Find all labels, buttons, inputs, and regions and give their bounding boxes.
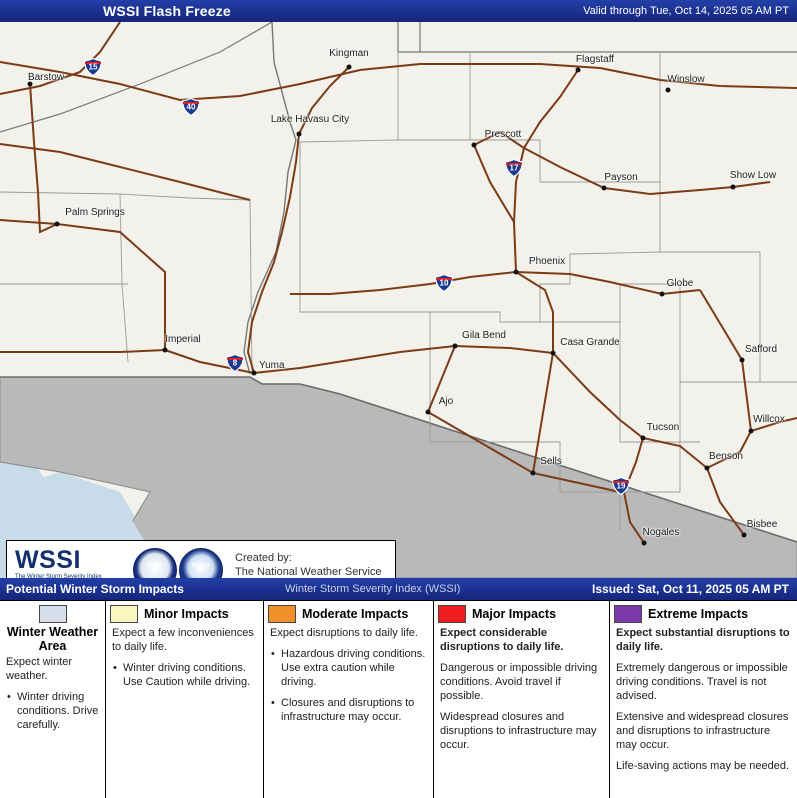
city-label-show-low: Show Low xyxy=(729,170,777,181)
city-dot xyxy=(347,65,352,70)
city-label-ajo: Ajo xyxy=(438,396,454,407)
city-dot xyxy=(749,429,754,434)
legend-title-minor-impacts: Minor Impacts xyxy=(144,607,229,621)
interstate-shield-icon: 40 xyxy=(182,98,201,117)
city-label-winslow: Winslow xyxy=(667,74,705,85)
wssi-wordmark: WSSI xyxy=(15,546,81,574)
interstate-shield-icon: 19 xyxy=(612,477,631,496)
legend-text: Life-saving actions may be needed. xyxy=(616,760,790,772)
city-label-casa-grande: Casa Grande xyxy=(560,337,620,348)
interstate-shield-icon: 17 xyxy=(505,159,524,178)
legend-bullet: • Hazardous driving conditions. Use extra caution while driving. xyxy=(281,647,427,689)
legend-column-moderate-impacts xyxy=(264,601,434,798)
legend-text: Expect substantial disruptions to daily life. xyxy=(616,627,790,653)
interstate-shield-icon: 15 xyxy=(84,58,103,77)
city-label-barstow: Barstow xyxy=(27,72,65,83)
legend-swatch-minor-impacts xyxy=(110,605,138,623)
legend-swatch-extreme-impacts xyxy=(614,605,642,623)
interstate-shield-icon: 8 xyxy=(226,354,245,373)
interstate-shield-icon: 10 xyxy=(435,274,454,293)
impacts-bar-subtitle: Winter Storm Severity Index (WSSI) xyxy=(285,583,461,595)
issued-text: Issued: Sat, Oct 11, 2025 05 AM PT xyxy=(592,582,789,596)
legend-text: Extremely dangerous or impossible driving conditions. Travel is not advised. xyxy=(616,662,788,702)
legend-text: Expect disruptions to daily life. xyxy=(270,627,418,639)
city-dot xyxy=(551,351,556,356)
city-dot xyxy=(472,143,477,148)
valid-through-text: Valid through Tue, Oct 14, 2025 05 AM PT xyxy=(583,5,789,17)
legend-column-minor-impacts xyxy=(106,601,264,798)
impacts-bar xyxy=(0,578,797,600)
title-bar xyxy=(0,0,797,22)
city-dot xyxy=(531,471,536,476)
legend-swatch-moderate-impacts xyxy=(268,605,296,623)
legend-title-moderate-impacts: Moderate Impacts xyxy=(302,607,409,621)
city-dot xyxy=(514,270,519,275)
wssi-logo-panel xyxy=(6,540,396,578)
city-dot xyxy=(426,410,431,415)
legend-text: Expect winter weather. xyxy=(6,656,73,682)
wssi-tagline: The Winter Storm Severity Index xyxy=(15,574,102,578)
city-label-sells: Sells xyxy=(540,456,562,467)
city-dot xyxy=(453,344,458,349)
legend-text: Expect a few inconveniences to daily life. xyxy=(112,627,254,653)
city-dot xyxy=(731,185,736,190)
map-vector-layer xyxy=(0,22,797,578)
legend-column-major-impacts xyxy=(434,601,610,798)
legend-swatch-major-impacts xyxy=(438,605,466,623)
city-label-kingman: Kingman xyxy=(329,48,369,59)
legend-title-major-impacts: Major Impacts xyxy=(472,607,557,621)
city-dot xyxy=(740,358,745,363)
legend-title-winter-weather-area: Winter Weather Area xyxy=(6,625,99,653)
wssi-logo xyxy=(15,547,127,578)
legend-text: Widespread closures and disruptions to infrastructure may occur. xyxy=(440,711,597,751)
city-label-willcox: Willcox xyxy=(753,414,785,425)
map-canvas[interactable] xyxy=(0,22,797,578)
legend-bullet: • Closures and disruptions to infrastructure may occur. xyxy=(281,696,427,724)
nws-seal-label: NWS xyxy=(147,563,163,569)
nws-seal-icon xyxy=(133,548,177,578)
city-dot xyxy=(602,186,607,191)
city-label-yuma: Yuma xyxy=(259,360,285,371)
legend-text: Dangerous or impossible driving conditions. Avoid travel if possible. xyxy=(440,662,598,702)
city-label-nogales: Nogales xyxy=(642,527,680,538)
city-label-bisbee: Bisbee xyxy=(746,519,778,530)
legend-column-extreme-impacts xyxy=(610,601,797,798)
city-label-lake-havasu-city: Lake Havasu City xyxy=(270,114,350,125)
city-dot xyxy=(297,132,302,137)
created-by-line-2: The National Weather Service xyxy=(235,566,382,578)
noaa-seal-icon xyxy=(179,548,223,578)
city-dot xyxy=(576,68,581,73)
city-dot xyxy=(641,436,646,441)
legend-bullet: • Winter driving conditions. Use Caution while driving. xyxy=(123,661,257,689)
city-dot xyxy=(163,348,168,353)
city-dot xyxy=(705,466,710,471)
city-label-tucson: Tucson xyxy=(646,422,680,433)
noaa-seal-label: NOAA xyxy=(191,563,211,569)
legend-swatch-winter-weather-area xyxy=(39,605,67,623)
legend-bullet: • Winter driving conditions. Drive carefully. xyxy=(17,690,99,732)
created-by-line-1: Created by: xyxy=(235,552,292,564)
legend-title-extreme-impacts: Extreme Impacts xyxy=(648,607,749,621)
city-dot xyxy=(252,371,257,376)
city-dot xyxy=(660,292,665,297)
city-label-gila-bend: Gila Bend xyxy=(462,330,506,341)
city-label-prescott: Prescott xyxy=(484,129,522,140)
city-label-benson: Benson xyxy=(709,451,743,462)
impacts-bar-title: Potential Winter Storm Impacts xyxy=(6,582,184,596)
page-title: WSSI Flash Freeze xyxy=(103,3,231,19)
legend-column-winter-weather-area xyxy=(0,601,106,798)
city-dot xyxy=(642,541,647,546)
city-label-safford: Safford xyxy=(744,344,778,355)
city-label-globe: Globe xyxy=(666,278,694,289)
city-label-payson: Payson xyxy=(604,172,638,183)
legend-text: Extensive and widespread closures and disruptions to infrastructure may occur. xyxy=(616,711,789,751)
legend xyxy=(0,600,797,798)
city-label-palm-springs: Palm Springs xyxy=(65,207,125,218)
legend-text: Expect considerable disruptions to daily life. xyxy=(440,627,564,653)
city-label-imperial: Imperial xyxy=(165,334,201,345)
created-by-block xyxy=(235,551,382,578)
city-label-flagstaff: Flagstaff xyxy=(575,54,615,65)
city-label-phoenix: Phoenix xyxy=(528,256,566,267)
city-dot xyxy=(55,222,60,227)
city-dot xyxy=(742,533,747,538)
city-dot xyxy=(666,88,671,93)
